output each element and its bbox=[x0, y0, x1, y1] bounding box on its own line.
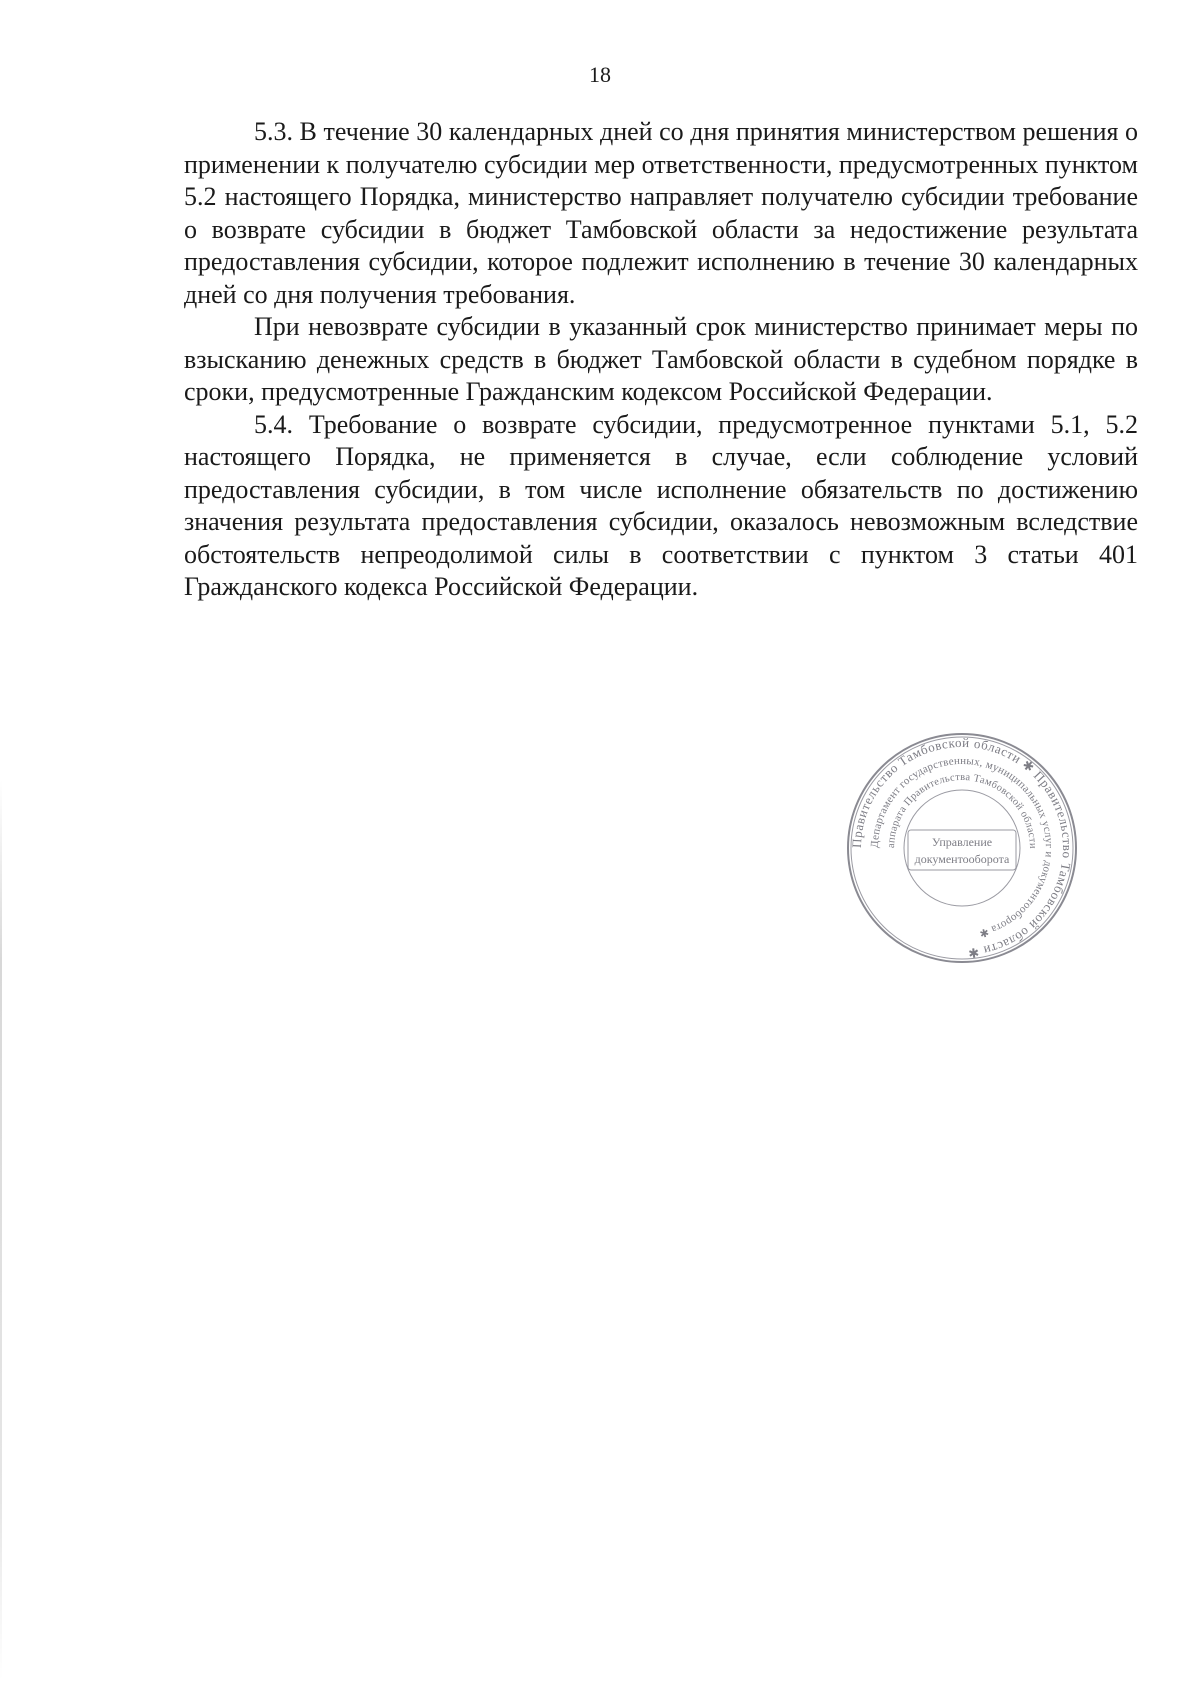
stamp-center-line2: документооборота bbox=[914, 852, 1010, 866]
document-body bbox=[184, 116, 1138, 604]
stamp-outer-ring-path: Правительство Тамбовской области ✱ Правительство Тамбовской области ✱ bbox=[848, 734, 1076, 961]
stamp-inner-ring-path: аппарата Правительства Тамбовской области bbox=[885, 771, 1039, 850]
official-stamp bbox=[844, 730, 1080, 966]
scan-edge-shadow bbox=[0, 780, 2, 1680]
stamp-graphic bbox=[844, 730, 1080, 966]
paragraph-refund-enforcement: При невозврате субсидии в указанный срок министерство принимает меры по взысканию денежных средств в бюджет Тамбовской области в судебном порядке в сроки, предусмотренные Гражданским кодексом Российской Федерации. bbox=[184, 312, 1138, 406]
page-number: 18 bbox=[589, 62, 611, 87]
paragraph-5-4: 5.4. Требование о возврате субсидии, предусмотренное пунктами 5.1, 5.2 настоящего Порядка, не применяется в случае, если соблюдение условий предоставления субсидии, в том числе исполнение обязательств по достижению значения результата предоставления субсидии, оказалось невозможным вследствие обстоятельств непреодолимой силы в соответствии с пунктом 3 статьи 401 Гражданского кодекса Российской Федерации. bbox=[184, 409, 1138, 601]
stamp-middle-ring-path: Департамент государственных, муниципальных услуг и документооборота ✱ bbox=[868, 754, 1056, 940]
paragraph-5-3: 5.3. В течение 30 календарных дней со дня принятия министерством решения о применении к получателю субсидии мер ответственности, предусмотренных пунктом 5.2 настоящего Порядка, министерство направляет получателю субсидии требование о возврате субсидии в бюджет Тамбовской области за недостижение результата предоставления субсидии, которое подлежит исполнению в течение 30 календарных дней со дня получения требования. bbox=[184, 117, 1138, 309]
stamp-center-line1: Управление bbox=[931, 835, 993, 849]
